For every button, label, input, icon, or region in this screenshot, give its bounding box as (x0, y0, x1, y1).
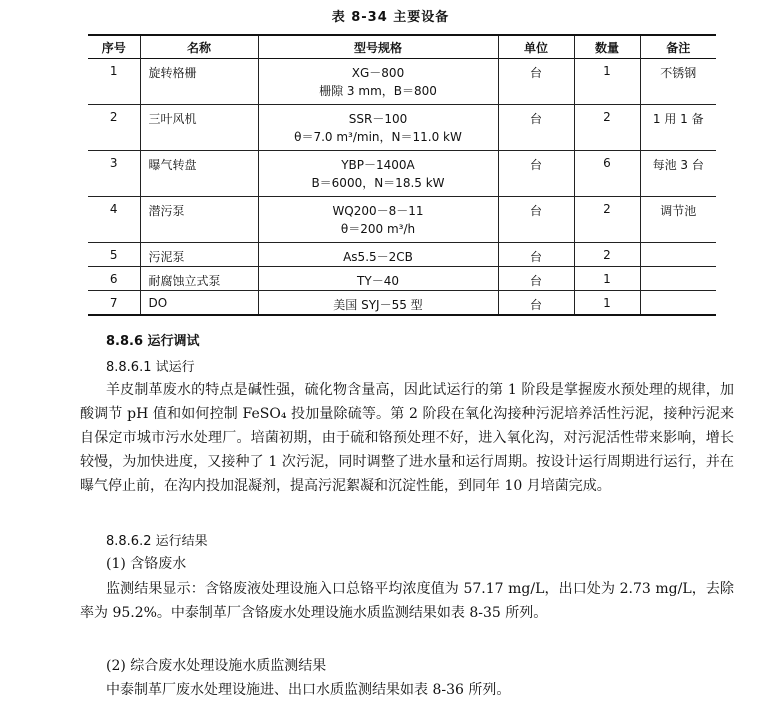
cell-unit: 台 (498, 197, 574, 243)
cell-unit: 台 (498, 267, 574, 291)
spec-line: WQ200－8－11 (332, 204, 424, 218)
cell-note (640, 267, 716, 291)
paragraph-trial-run: 羊皮制革废水的特点是碱性强，硫化物含量高，因此试运行的第 1 阶段是掌握废水预处理的规律，加酸调节 pH 值和如何控制 FeSO₄ 投加量除硫等。第 2 阶段在氧化沟接种污泥培养活性污泥，接种污泥来自保定市城市污水处理厂。培菌初期，由于硫和铬预处理不好，进入氧化沟，对污泥活性带来影响，增长较慢，为加快进度，又接种了 1 次污泥，同时调整了进水量和运行周期。按设计运行周期进行运行，并在曝气停止前，在沟内投加混凝剂，提高污泥絮凝和沉淀性能，到同年 10 月培菌完成。 (80, 382, 734, 494)
cell-spec: TY－40 (258, 267, 498, 291)
cell-no: 2 (88, 105, 140, 151)
table-row (88, 59, 716, 105)
spec-line: θ＝7.0 m³/min，N＝11.0 kW (294, 130, 462, 144)
spec-line: 栅隙 3 mm，B＝800 (319, 84, 437, 98)
paragraph-chromium-results: 监测结果显示：含铬废液处理设施入口总铬平均浓度值为 57.17 mg/L，出口处为 2.73 mg/L，去除率为 95.2%。中泰制革厂含铬废水处理设施水质监测结果如表 8-35 所列。 (80, 581, 734, 621)
cell-unit: 台 (498, 243, 574, 267)
cell-no: 1 (88, 59, 140, 105)
table-row (88, 291, 716, 316)
cell-name: DO (140, 291, 258, 316)
cell-note: 调节池 (660, 204, 697, 218)
spec-line: B＝6000，N＝18.5 kW (311, 176, 445, 190)
table-title: 表 8-34 主要设备 (331, 10, 450, 25)
cell-note: 每池 3 台 (652, 158, 704, 172)
spec-line: SSR－100 (348, 112, 408, 126)
header-spec: 型号规格 (258, 35, 498, 59)
cell-qty: 1 (574, 291, 640, 316)
section-heading: 8.8.6 运行调试 (106, 334, 200, 349)
cell-no: 5 (88, 243, 140, 267)
cell-unit: 台 (498, 291, 574, 316)
cell-no: 3 (88, 151, 140, 197)
cell-spec (258, 59, 498, 105)
cell-unit: 台 (498, 151, 574, 197)
header-note: 备注 (666, 40, 691, 55)
cell-name: 污泥泵 (140, 243, 258, 267)
cell-qty: 2 (574, 243, 640, 267)
header-name: 名称 (140, 35, 258, 59)
subsection-heading-results: 8.8.6.2 运行结果 (106, 534, 208, 549)
cell-qty: 2 (574, 105, 640, 151)
cell-name: 三叶风机 (140, 105, 258, 151)
cell-unit: 台 (498, 59, 574, 105)
cell-spec: 美国 SYJ－55 型 (258, 291, 498, 316)
header-unit: 单位 (498, 35, 574, 59)
cell-qty: 6 (574, 151, 640, 197)
equipment-table (88, 34, 716, 316)
paragraph-combined-results: 中泰制革厂废水处理设施进、出口水质监测结果如表 8-36 所列。 (106, 682, 511, 698)
header-no: 序号 (88, 35, 140, 59)
cell-name: 潜污泵 (140, 197, 258, 243)
cell-note (640, 243, 716, 267)
cell-spec: As5.5－2CB (258, 243, 498, 267)
cell-spec (258, 105, 498, 151)
cell-name: 旋转格栅 (140, 59, 258, 105)
cell-qty: 1 (574, 59, 640, 105)
cell-no: 7 (88, 291, 140, 316)
cell-qty: 2 (574, 197, 640, 243)
table-row (88, 197, 716, 243)
cell-spec (258, 151, 498, 197)
table-row (88, 267, 716, 291)
cell-no: 4 (88, 197, 140, 243)
cell-name: 耐腐蚀立式泵 (140, 267, 258, 291)
cell-name: 曝气转盘 (140, 151, 258, 197)
spec-line: YBP－1400A (341, 158, 415, 172)
cell-note (640, 291, 716, 316)
cell-spec (258, 197, 498, 243)
list-item-combined-wastewater: (2) 综合废水处理设施水质监测结果 (106, 658, 327, 674)
cell-note: 1 用 1 备 (652, 112, 704, 126)
subsection-heading-trial-run: 8.8.6.1 试运行 (106, 360, 195, 375)
table-header-row (88, 35, 716, 59)
header-qty: 数量 (574, 35, 640, 59)
spec-line: θ＝200 m³/h (340, 222, 416, 236)
list-item-chromium-wastewater: (1) 含铬废水 (106, 556, 187, 572)
spec-line: XG－800 (351, 66, 405, 80)
cell-no: 6 (88, 267, 140, 291)
table-row (88, 151, 716, 197)
table-row (88, 105, 716, 151)
cell-qty: 1 (574, 267, 640, 291)
table-row (88, 243, 716, 267)
cell-unit: 台 (498, 105, 574, 151)
cell-note: 不锈钢 (660, 66, 697, 80)
